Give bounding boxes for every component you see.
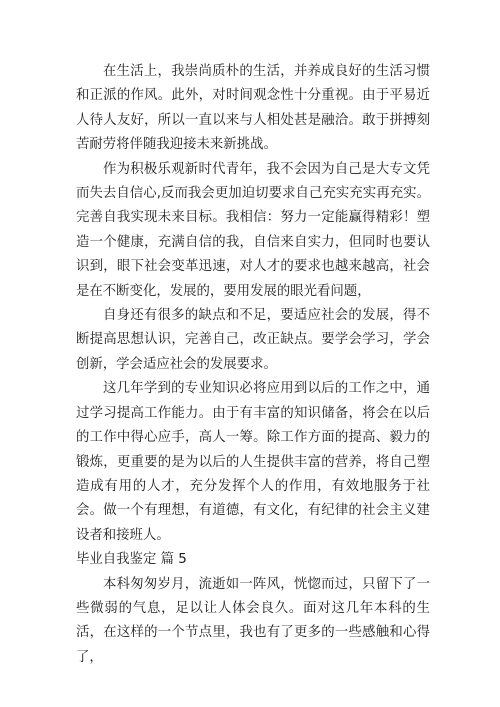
paragraph-professional-knowledge: 这几年学到的专业知识必将应用到以后的工作之中，通过学习提高工作能力。由于有丰富的知识储备，将会在以后的工作中得心应手，高人一筹。除工作方面的提高、毅力的锻炼，更重要的是为以后的人生提供丰富的营养，将自己塑造成有用的人才，充分发挥个人的作用，有效地服务于社会。做一个有理想，有道德，有文化，有纪律的社会主义建设者和接班人。 xyxy=(76,381,430,543)
document-body xyxy=(76,60,430,670)
paragraph-confidence: 作为积极乐观新时代青年，我不会因为自己是大专文凭而失去自信心,反而我会更加迫切要求自己充实充实再充实。完善自我实现未来目标。我相信：努力一定能赢得精彩！塑造一个健康，充满自信的我，自信来自实力，但同时也要认识到，眼下社会变革迅速，对人才的要求也越来越高，社会是在不断变化，发展的，要用发展的眼光看问题， xyxy=(76,161,430,299)
paragraph-life-style: 在生活上，我崇尚质朴的生活，并养成良好的生活习惯和正派的作风。此外，对时间观念性十分重视。由于平易近人待人友好，所以一直以来与人相处甚是融洽。敢于拼搏刻苦耐劳将伴随我迎接未来新挑战。 xyxy=(76,64,430,153)
section-heading: 毕业自我鉴定 篇 5 xyxy=(76,552,187,568)
paragraph-undergraduate-years: 本科匆匆岁月，流逝如一阵风，恍惚而过，只留下了一些微弱的气息，足以让人体会良久。面对这几年本科的生活，在这样的一个节点里，我也有了更多的一些感触和心得了， xyxy=(76,576,430,665)
paragraph-shortcomings: 自身还有很多的缺点和不足，要适应社会的发展，得不断提高思想认识，完善自己，改正缺点。要学会学习，学会创新，学会适应社会的发展要求。 xyxy=(76,308,430,372)
